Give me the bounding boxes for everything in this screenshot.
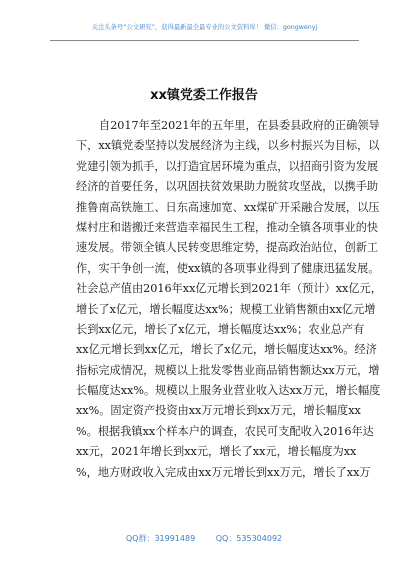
page-footer (0, 533, 408, 544)
document-title: xx镇党委工作报告 (150, 88, 258, 103)
body-line: 作，实干争创一流，使xx镇的各项事业得到了健康迅猛发展。 (76, 261, 380, 275)
header-promo-text: 关注头条号“公文研究”，获得最新最全最专业的公文资料库！ 微信：gongwenyj (91, 24, 318, 31)
body-line: 长到xx亿元，增长了x亿元，增长幅度达xx%；农业总产有 (76, 322, 365, 336)
body-line: xx元，2021年增长到xx元，增长了xx元，增长幅度为xx (76, 445, 357, 459)
page-header (50, 21, 359, 41)
body-line: 速发展。带领全镇人民转变思维定势，提高政治站位，创新工 (76, 241, 379, 255)
body-line: 自2017年至2021年的五年里，在县委县政府的正确领导 (99, 119, 380, 132)
body-line: 社会总产值由2016年xx亿元增长到2021年（预计）xx亿元， (76, 282, 382, 296)
body-line: xx%。固定资产投资由xx万元增长到xx万元，增长幅度xx (76, 404, 361, 418)
footer-qq-group: QQ群：31991489 (125, 534, 196, 543)
body-line: 下，xx镇党委坚持以发展经济为主线，以乡村振兴为目标，以 (76, 139, 380, 153)
body-line: 推鲁南高铁施工、日东高速加宽、xx煤矿开采融合发展，以压 (76, 200, 380, 214)
body-line: xx亿元增长到xx亿元，增长了x亿元，增长幅度达xx%。经济 (76, 343, 377, 357)
body-line: 增长了x亿元，增长幅度达xx%；规模工业销售额由xx亿元增 (76, 302, 376, 316)
document-body (76, 116, 382, 483)
body-line: %。根据我镇xx个样本户的调查，农民可支配收入2016年达 (76, 424, 374, 438)
body-line: 党建引领为抓手，以打造宜居环境为重点，以招商引资为发展 (76, 159, 379, 173)
body-line: 经济的首要任务，以巩固扶贫效果助力脱贫攻坚战，以携手助 (76, 180, 379, 194)
body-line: %，地方财政收入完成由xx万元增长到xx万元，增长了xx万 (76, 465, 371, 479)
body-line: 指标完成情况，规模以上批发零售业商品销售额达xx万元，增 (76, 363, 380, 377)
body-line: 长幅度达xx%。规模以上服务业营业收入达xx万元，增长幅度 (76, 384, 381, 398)
footer-qq: QQ：535304092 (215, 534, 283, 543)
body-line: 煤村庄和谐搬迁来营造幸福民生工程，推动全镇各项事业的快 (76, 220, 379, 234)
